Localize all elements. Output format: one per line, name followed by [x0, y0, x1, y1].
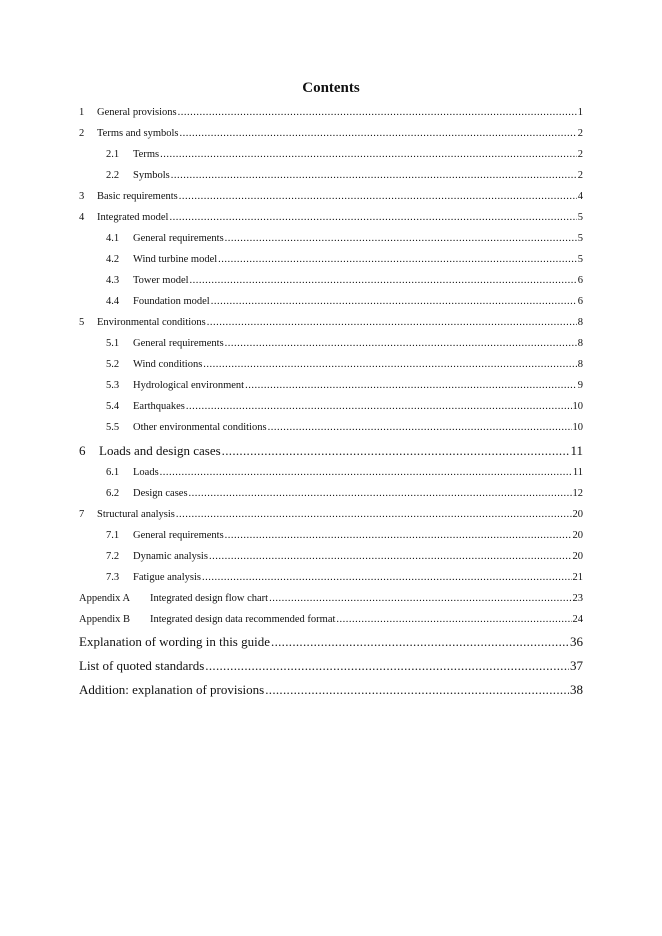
- toc-entry-6[interactable]: [79, 442, 583, 459]
- toc-dot-leader: [218, 253, 577, 267]
- toc-entry-label: Other environmental conditions: [133, 422, 267, 433]
- toc-entry-number: Appendix A: [79, 593, 131, 604]
- toc-dot-leader: [209, 550, 572, 564]
- toc-entry-page: 2: [577, 149, 583, 160]
- toc-entry-number: 3: [79, 191, 85, 202]
- toc-entry-label: Terms and symbols: [97, 128, 179, 139]
- toc-entry-4[interactable]: [79, 211, 583, 225]
- toc-entry-number: 6: [79, 443, 86, 458]
- toc-entry-appendix-a[interactable]: [79, 592, 583, 606]
- toc-entry-number: 7: [79, 509, 85, 520]
- toc-entry-label: Design cases: [133, 488, 188, 499]
- page-title: Contents: [302, 80, 360, 96]
- toc-entry-number: 7.3: [106, 572, 120, 583]
- toc-entry-7[interactable]: [79, 508, 583, 522]
- toc-dot-leader: [268, 421, 572, 435]
- toc-entry-page: 38: [570, 682, 583, 697]
- toc-entry-1[interactable]: [79, 106, 583, 120]
- toc-entry-label: Integrated design data recommended format: [150, 614, 336, 625]
- toc-entry-3[interactable]: [79, 190, 583, 204]
- toc-entry-page: 6: [577, 275, 583, 286]
- toc-dot-leader: [189, 487, 572, 501]
- toc-entry-explanation-of-wording[interactable]: [79, 633, 583, 650]
- toc-entry-page: 24: [572, 614, 583, 625]
- toc-dot-leader: [222, 442, 570, 459]
- toc-entry-number: 5.4: [106, 401, 120, 412]
- toc-entry-label: Integrated design flow chart: [150, 593, 269, 604]
- toc-dot-leader: [180, 127, 577, 141]
- toc-dot-leader: [207, 316, 577, 330]
- toc-entry-5-5[interactable]: [106, 421, 583, 435]
- toc-entry-label: Earthquakes: [133, 401, 185, 412]
- toc-entry-page: 10: [572, 401, 583, 412]
- toc-entry-number: 6.2: [106, 488, 120, 499]
- toc-entry-page: 37: [570, 658, 583, 673]
- toc-dot-leader: [171, 169, 577, 183]
- toc-dot-leader: [245, 379, 577, 393]
- toc-entry-page: 5: [577, 233, 583, 244]
- toc-entry-label: General requirements: [133, 530, 224, 541]
- toc-entry-page: 8: [577, 359, 583, 370]
- toc-entry-label: Explanation of wording in this guide: [79, 634, 271, 649]
- toc-entry-page: 10: [572, 422, 583, 433]
- toc-dot-leader: [190, 274, 577, 288]
- toc-entry-label: Tower model: [133, 275, 189, 286]
- toc-entry-5-3[interactable]: [106, 379, 583, 393]
- toc-entry-page: 8: [577, 338, 583, 349]
- toc-dot-leader: [269, 592, 571, 606]
- toc-dot-leader: [225, 529, 572, 543]
- toc-dot-leader: [179, 190, 577, 204]
- toc-entry-label: Foundation model: [133, 296, 210, 307]
- toc-entry-number: 4.3: [106, 275, 120, 286]
- toc-entry-5[interactable]: [79, 316, 583, 330]
- toc-entry-label: Hydrological environment: [133, 380, 245, 391]
- toc-dot-leader: [202, 571, 572, 585]
- toc-entry-7-3[interactable]: [106, 571, 583, 585]
- toc-dot-leader: [169, 211, 576, 225]
- toc-entry-label: Fatigue analysis: [133, 572, 201, 583]
- toc-dot-leader: [203, 358, 576, 372]
- toc-entry-label: Symbols: [133, 170, 170, 181]
- toc-entry-label: Wind turbine model: [133, 254, 218, 265]
- toc-entry-4-1[interactable]: [106, 232, 583, 246]
- toc-entry-number: 5.1: [106, 338, 120, 349]
- toc-dot-leader: [160, 466, 572, 480]
- toc-entry-label: Structural analysis: [97, 509, 175, 520]
- toc-dot-leader: [211, 295, 577, 309]
- toc-dot-leader: [186, 400, 572, 414]
- toc-entry-label: Loads and design cases: [99, 443, 221, 458]
- toc-entry-page: 5: [577, 212, 583, 223]
- toc-entry-5-4[interactable]: [106, 400, 583, 414]
- toc-entry-page: 11: [570, 443, 583, 458]
- toc-entry-number: 5.5: [106, 422, 120, 433]
- toc-entry-4-4[interactable]: [106, 295, 583, 309]
- toc-entry-appendix-b[interactable]: [79, 613, 583, 627]
- toc-entry-page: 8: [577, 317, 583, 328]
- toc-entry-number: 4.4: [106, 296, 120, 307]
- toc-entry-page: 21: [572, 572, 583, 583]
- toc-entry-5-2[interactable]: [106, 358, 583, 372]
- toc-entry-page: 23: [572, 593, 583, 604]
- toc-entry-number: 4.2: [106, 254, 120, 265]
- toc-entry-label: General provisions: [97, 107, 177, 118]
- toc-entry-label: General requirements: [133, 338, 224, 349]
- toc-entry-number: 4.1: [106, 233, 120, 244]
- toc-entry-label: Basic requirements: [97, 191, 178, 202]
- toc-entry-quoted-standards[interactable]: [79, 657, 583, 674]
- toc-entry-page: 36: [570, 634, 583, 649]
- toc-entry-4-3[interactable]: [106, 274, 583, 288]
- toc-entry-6-1[interactable]: [106, 466, 583, 480]
- toc-entry-page: 5: [577, 254, 583, 265]
- toc-entry-number: 7.2: [106, 551, 120, 562]
- toc-entry-label: List of quoted standards: [79, 658, 205, 673]
- toc-entry-addition[interactable]: [79, 681, 583, 698]
- toc-dot-leader: [265, 681, 569, 698]
- toc-entry-number: 2: [79, 128, 85, 139]
- toc-entry-label: General requirements: [133, 233, 224, 244]
- toc-dot-leader: [205, 657, 569, 674]
- toc-entry-page: 20: [572, 551, 583, 562]
- toc-entry-number: Appendix B: [79, 614, 131, 625]
- toc-entry-number: 5.2: [106, 359, 120, 370]
- toc-entry-number: 6.1: [106, 467, 120, 478]
- toc-entry-2-1[interactable]: [106, 148, 583, 162]
- toc-entry-label: Environmental conditions: [97, 317, 206, 328]
- toc-entry-number: 7.1: [106, 530, 120, 541]
- toc-entry-6-2[interactable]: [106, 487, 583, 501]
- toc-entry-2[interactable]: [79, 127, 583, 141]
- toc-entry-page: 9: [577, 380, 583, 391]
- toc-entry-page: 6: [577, 296, 583, 307]
- toc-entry-number: 2.2: [106, 170, 120, 181]
- toc-entry-label: Addition: explanation of provisions: [79, 682, 265, 697]
- toc-entry-number: 5: [79, 317, 85, 328]
- toc-entry-page: 1: [577, 107, 583, 118]
- toc-entry-page: 20: [572, 509, 583, 520]
- toc-dot-leader: [271, 633, 569, 650]
- toc-dot-leader: [336, 613, 571, 627]
- toc-entry-page: 11: [572, 467, 583, 478]
- toc-entry-2-2[interactable]: [106, 169, 583, 183]
- toc-entry-7-2[interactable]: [106, 550, 583, 564]
- toc-entry-5-1[interactable]: [106, 337, 583, 351]
- toc-entry-page: 20: [572, 530, 583, 541]
- toc-dot-leader: [178, 106, 577, 120]
- toc-entry-label: Dynamic analysis: [133, 551, 208, 562]
- toc-entry-label: Wind conditions: [133, 359, 203, 370]
- toc-entry-label: Terms: [133, 149, 160, 160]
- toc-dot-leader: [225, 337, 577, 351]
- toc-entry-number: 4: [79, 212, 85, 223]
- toc-entry-4-2[interactable]: [106, 253, 583, 267]
- toc-entry-page: 4: [577, 191, 583, 202]
- toc-entry-page: 12: [572, 488, 583, 499]
- toc-entry-label: Loads: [133, 467, 159, 478]
- toc-entry-7-1[interactable]: [106, 529, 583, 543]
- toc-dot-leader: [176, 508, 572, 522]
- toc-dot-leader: [225, 232, 577, 246]
- toc-entry-number: 2.1: [106, 149, 120, 160]
- toc-entry-page: 2: [577, 128, 583, 139]
- toc-dot-leader: [160, 148, 577, 162]
- toc-entry-number: 5.3: [106, 380, 120, 391]
- toc-entry-number: 1: [79, 107, 85, 118]
- toc-entry-label: Integrated model: [97, 212, 169, 223]
- toc-entry-page: 2: [577, 170, 583, 181]
